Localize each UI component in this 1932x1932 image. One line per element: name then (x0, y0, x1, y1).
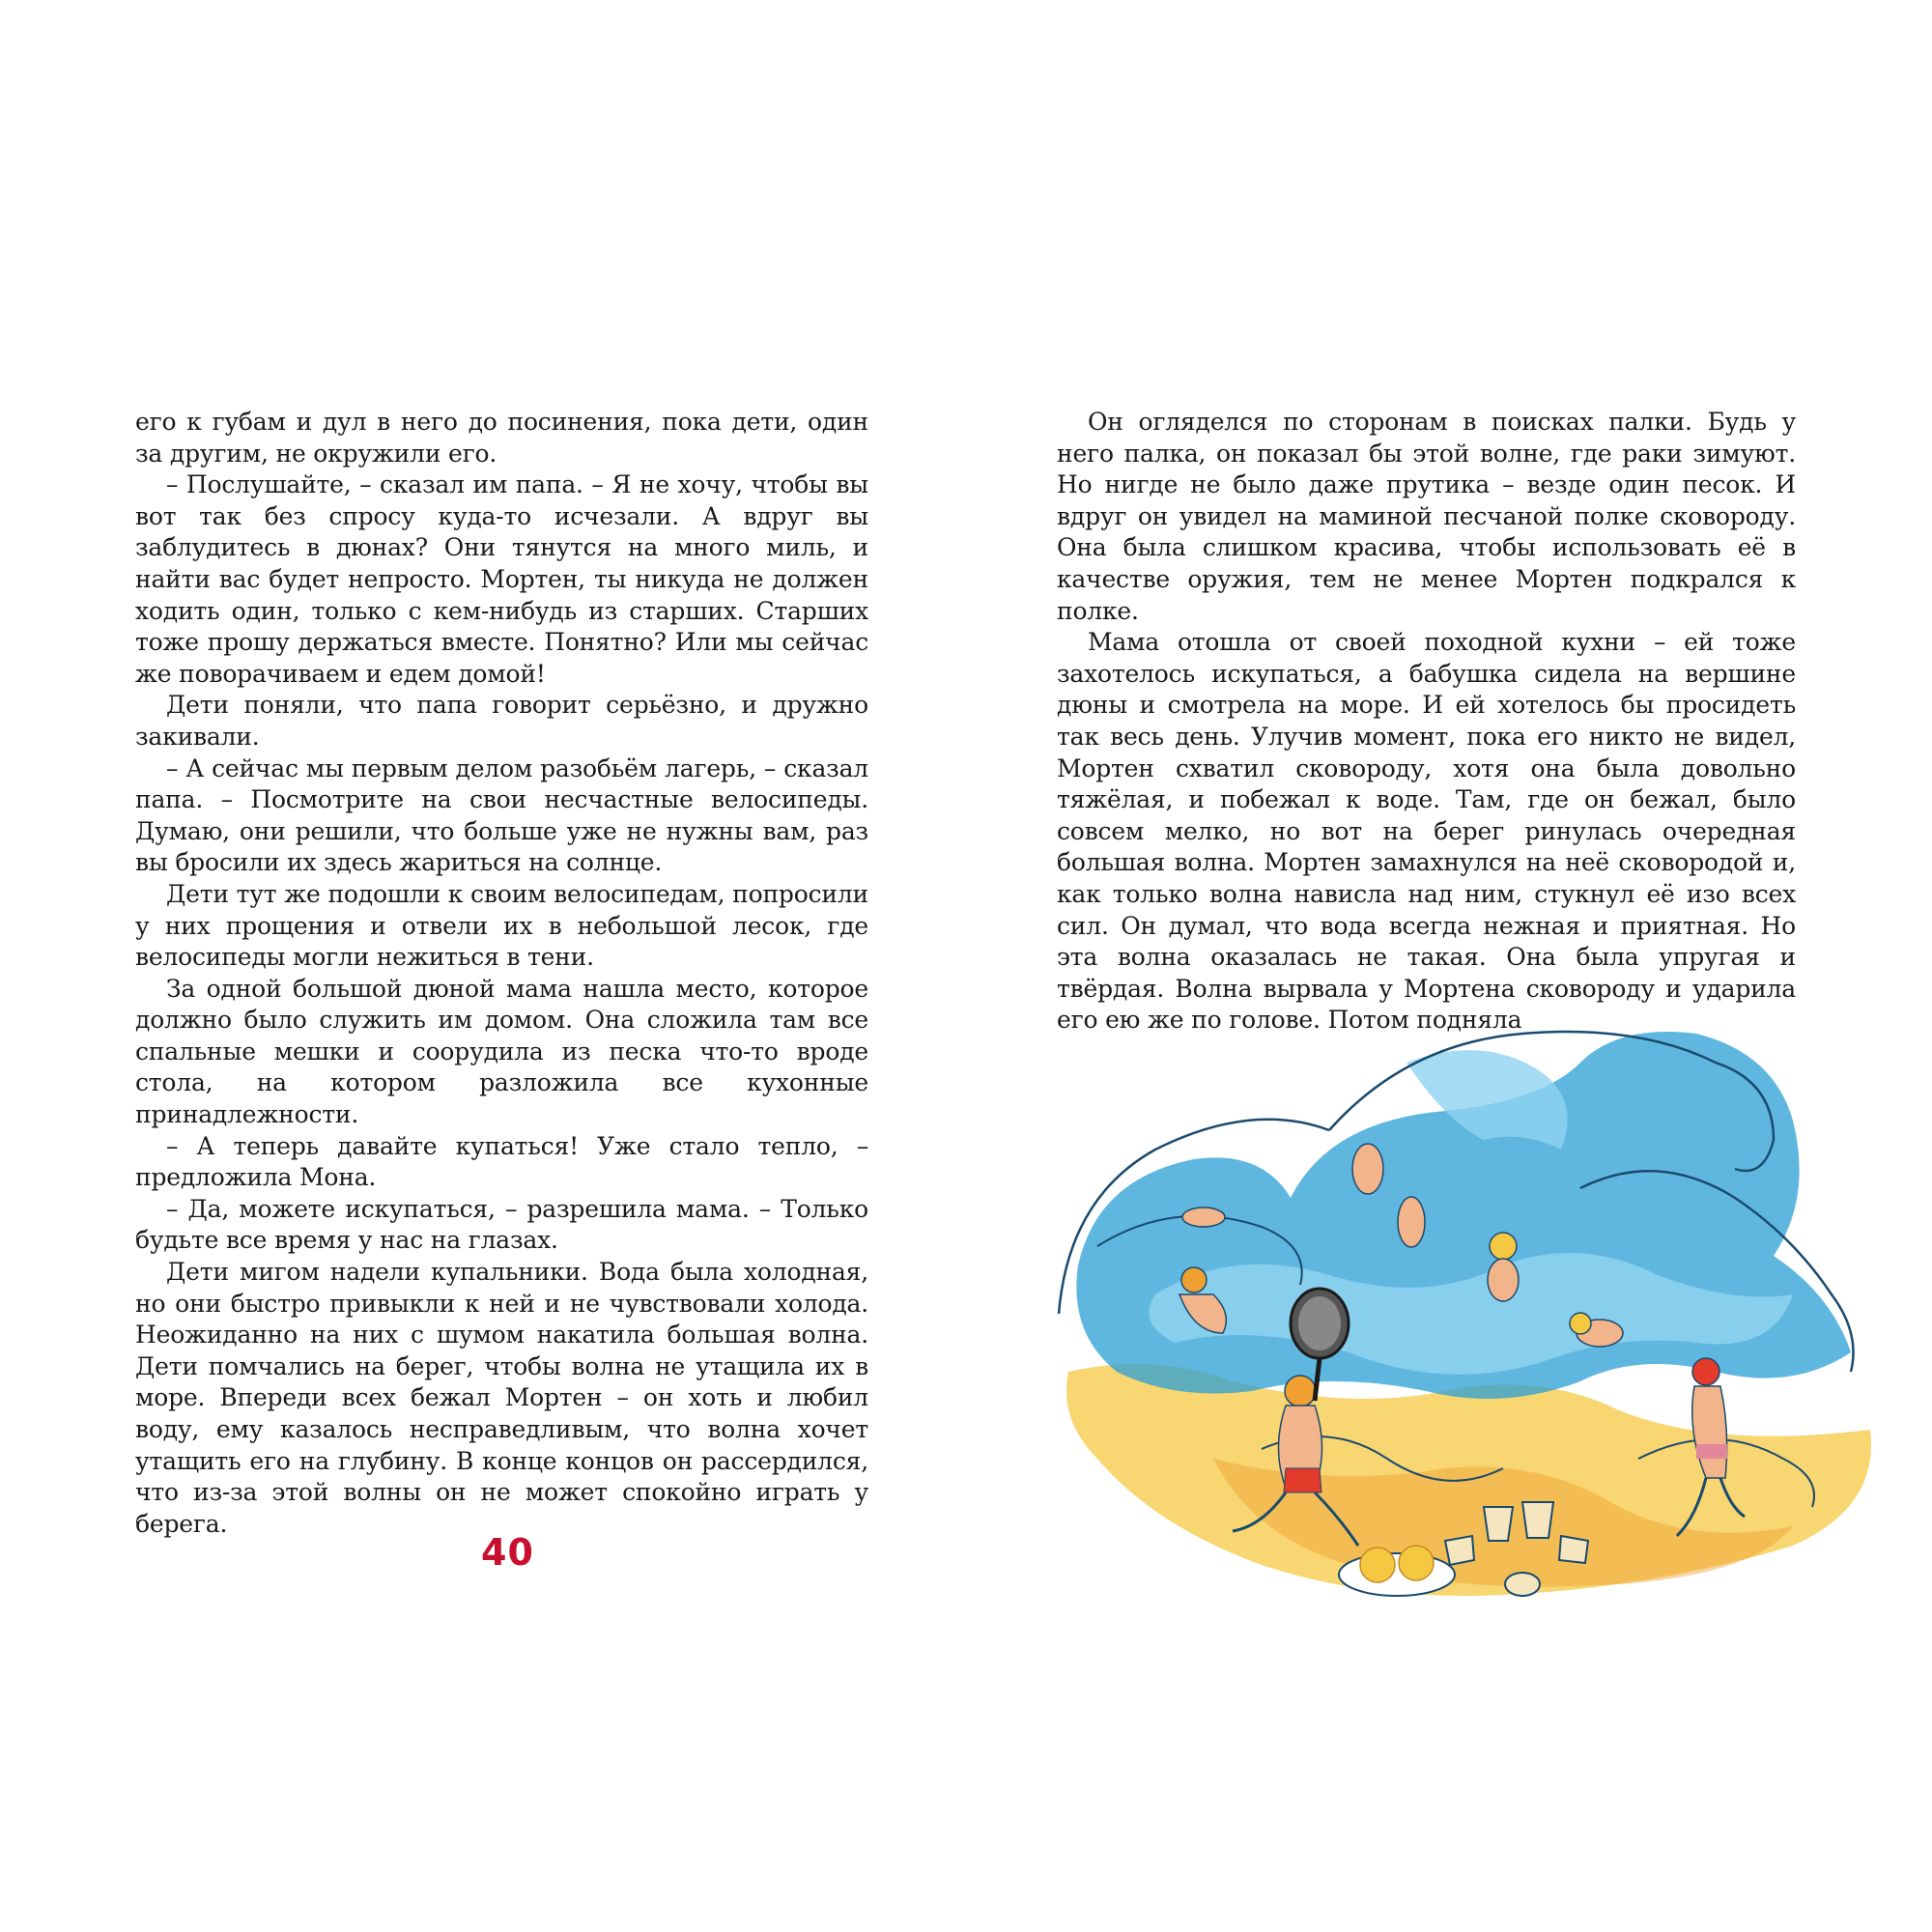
right-page (966, 0, 1932, 1932)
page-number: 40 (481, 1531, 534, 1574)
beach-wave-illustration (1039, 1005, 1889, 1613)
paragraph: – А сейчас мы первым делом разобьём лагерь, – сказал папа. – Посмотрите на свои несчастные велосипеды. Думаю, они решили, что больше уже не нужны вам, раз вы бросили их здесь жариться на солнце. (135, 753, 868, 877)
paragraph: – А теперь давайте купаться! Уже стало тепло, – предложила Мона. (135, 1131, 868, 1192)
paragraph: Дети мигом надели купальники. Вода была холодная, но они быстро привыкли к ней и не чувствовали холода. Неожиданно на них с шумом накатила большая волна. Дети помчались на берег, чтобы волна не утащила их в море. Впереди всех бежал Мортен – он хоть и любил воду, ему казалось несправедливым, что волна хочет утащить его на глубину. В конце концов он рассердился, что из-за этой волны он не может спокойно играть у берега. (135, 1258, 868, 1538)
left-page-text (135, 407, 868, 1540)
paragraph: – Да, можете искупаться, – разрешила мама. – Только будьте все время у нас на глазах. (135, 1194, 868, 1255)
paragraph: его к губам и дул в него до посинения, пока дети, один за другим, не окружили его. (135, 408, 868, 468)
paragraph: За одной большой дюной мама нашла место, которое должно было служить им домом. Она сложила там все спальные мешки и соорудила из песка что-то вроде стола, на котором разложила все кухонные принадлежности. (135, 974, 868, 1129)
paragraph: Дети тут же подошли к своим велосипедам, попросили у них прощения и отвели их в небольшой лесок, где велосипеды могли нежиться в тени. (135, 879, 868, 972)
paragraph: Мама отошла от своей походной кухни – ей тоже захотелось искупаться, а бабушка сидела на вершине дюны и смотрела на море. И ей хотелось бы просидеть так весь день. Улучив момент, пока его никто не видел, Мортен схватил сковороду, хотя она была довольно тяжёлая, и побежал к воде. Там, где он бежал, было совсем мелко, но вот на берег ринулась очередная большая волна. Мортен замахнулся на неё сковородой и, как только волна нависла над ним, стукнул её изо всех сил. Он думал, что вода всегда нежная и приятная. Но эта волна оказалась не такая. Она была упругая и твёрдая. Волна вырвала у Мортена сковороду и ударила его ею же по голове. Потом подняла (1057, 628, 1796, 1035)
paragraph: Дети поняли, что папа говорит серьёзно, и дружно закивали. (135, 691, 868, 751)
paragraph: – Послушайте, – сказал им папа. – Я не хочу, чтобы вы вот так без спросу куда-то исчезали. А вдруг вы заблудитесь в дюнах? Они тянутся на много миль, и найти вас будет непросто. Мортен, ты никуда не должен ходить один, только с кем-нибудь из старших. Старших тоже прошу держаться вместе. Понятно? Или мы сейчас же поворачиваем и едем домой! (135, 470, 868, 688)
watercolor-illustration (1039, 1005, 1889, 1613)
paragraph: Он огляделся по сторонам в поисках палки. Будь у него палка, он показал бы этой волне, где раки зимуют. Но нигде не было даже прутика – везде один песок. И вдруг он увидел на маминой песчаной полке сковороду. Она была слишком красива, чтобы использовать её в качестве оружия, тем не менее Мортен подкрался к полке. (1057, 408, 1796, 625)
right-page-text (1057, 407, 1796, 1037)
